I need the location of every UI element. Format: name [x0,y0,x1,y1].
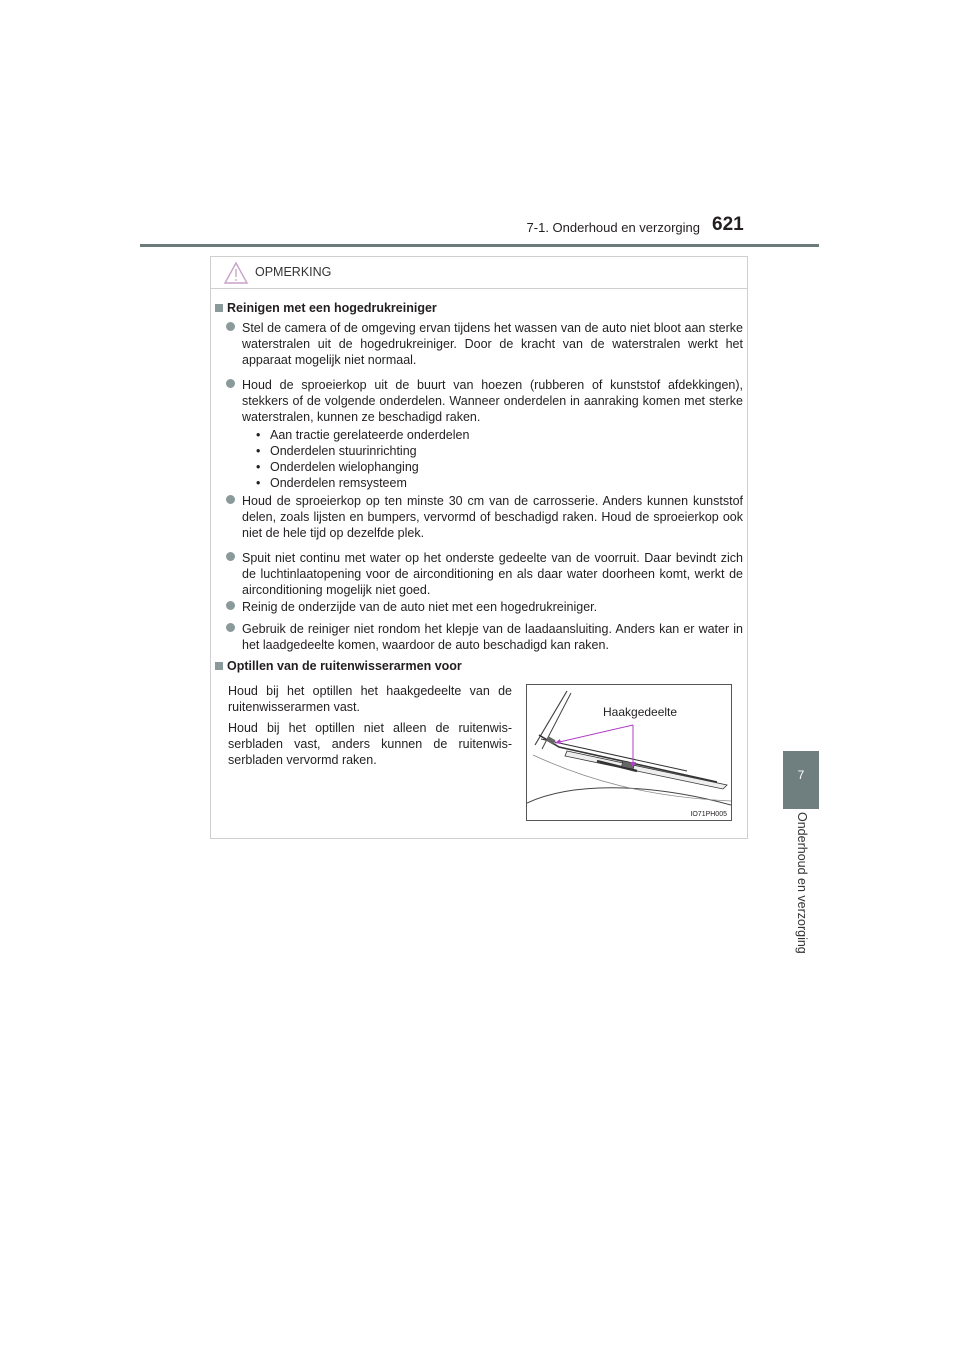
sub-item: • Aan tractie gerelateerde onderdelen [256,428,470,442]
wiper-paragraph: Houd bij het optillen het haakgedeelte van de ruitenwisserarmen vast. [228,684,512,714]
figure-callout-label: Haakgedeelte [603,705,678,719]
round-bullet-icon [226,601,235,610]
square-bullet-icon [215,662,223,670]
bullet-text: Stel de camera of de omgeving ervan tijdens het wassen van de auto niet bloot aan sterke waterstralen uit de hogedrukreiniger. Door de kracht van de waterstralen werkt het apparaat mogelijk niet normaal. [242,321,743,367]
bullet-text: Houd de sproeierkop uit de buurt van hoezen (rubberen of kunststof afdekkingen), stekkers of de volgende onderdelen. Wanneer onderdelen in aanraking komen met sterke waterstralen, kunnen ze beschadigd raken. [242,378,743,424]
round-bullet-icon [226,495,235,504]
bullet-item [226,320,743,368]
bullet-text: Houd de sproeierkop op ten minste 30 cm van de carrosserie. Anders kunnen kunststof delen, zoals lijsten en bumpers, vervormd of beschadigd raken. Houd de sproeierkop ook niet de hele tijd op dezelfde plek. [242,494,743,540]
bullet-item [226,599,743,615]
sub-item: • Onderdelen stuurinrichting [256,444,417,458]
bullet-text: Spuit niet continu met water op het onderste gedeelte van de voorruit. Daar bevindt zich de luchtinlaatopening voor de airconditioning en als daar water doorheen komt, werkt de airconditioning mogelijk niet goed. [242,551,743,597]
bullet-text: Reinig de onderzijde van de auto niet met een hogedrukreiniger. [242,600,598,614]
figure-code: IO71PH005 [690,811,727,818]
note-box [210,256,748,839]
round-bullet-icon [226,552,235,561]
wiper-paragraph: Houd bij het optillen niet alleen de ruitenwis-serbladen vast, anders kunnen de ruitenwis-serbladen vervormd raken. [228,721,512,767]
round-bullet-icon [226,623,235,632]
sub-item: • Onderdelen remsysteem [256,476,407,490]
chapter-tab-label: Onderhoud en verzorging [795,812,809,954]
bullet-text: Gebruik de reiniger niet rondom het klepje van de laadaansluiting. Anders kan er water in het laadgedeelte komen, waardoor de auto beschadigd kan raken. [242,622,743,652]
chapter-tab: 7 [783,751,819,809]
header-title: 7-1. Onderhoud en verzorging [526,220,700,235]
wiper-figure [526,684,732,821]
note-header [211,257,747,289]
chapter-tab-label-wrap [783,812,819,972]
sub-item: • Onderdelen wielophanging [256,460,419,474]
bullet-item [226,493,743,541]
section-heading-text: Optillen van de ruitenwisserarmen voor [227,659,462,673]
warning-icon [223,261,249,285]
section-heading-wiper-arms [215,659,462,673]
note-title: OPMERKING [255,265,332,279]
section-heading-pressure-washer [215,301,437,315]
round-bullet-icon [226,379,235,388]
round-bullet-icon [226,322,235,331]
header-rule [140,244,819,247]
page-number: 621 [712,214,744,235]
section-heading-text: Reinigen met een hogedrukreiniger [227,301,437,315]
bullet-item [226,550,743,598]
bullet-item [226,377,743,425]
square-bullet-icon [215,304,223,312]
bullet-item [226,621,743,653]
